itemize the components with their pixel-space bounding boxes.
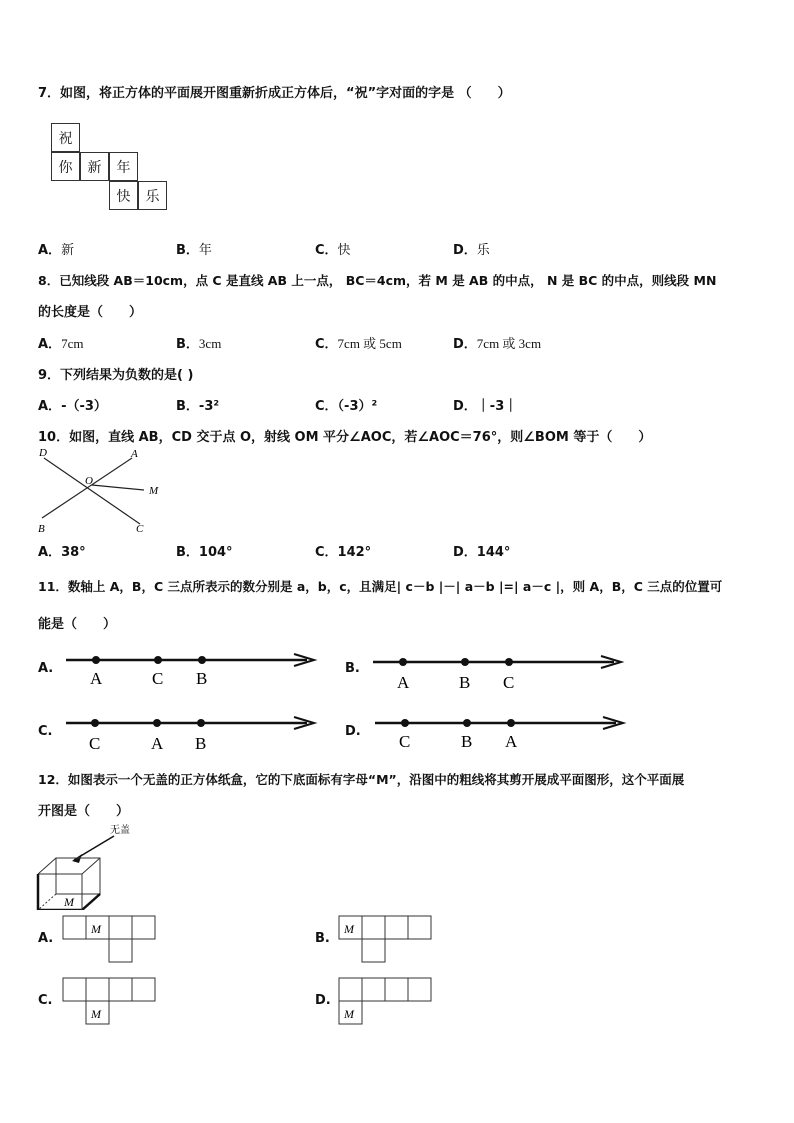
q7-cell-3: 新 xyxy=(80,152,109,181)
q7-cell-6: 乐 xyxy=(138,181,167,210)
q11-number-line-b xyxy=(369,650,629,692)
q11-option-c[interactable]: C. xyxy=(38,724,53,739)
q7-option-b[interactable]: B．年 xyxy=(176,243,212,258)
q9-option-a[interactable]: A．-（-3） xyxy=(38,399,107,414)
q9-option-b[interactable]: B．-3² xyxy=(176,399,220,414)
q11-stem-line2: 能是（ ） xyxy=(38,617,117,632)
q12-option-c[interactable]: C. xyxy=(38,993,53,1008)
q12-net-d xyxy=(338,977,434,1027)
q11-option-a[interactable]: A. xyxy=(38,661,54,676)
q12-open-box-figure xyxy=(34,820,144,910)
point-label: A xyxy=(90,669,103,688)
point-label: A xyxy=(505,732,518,751)
q12-option-a[interactable]: A. xyxy=(38,931,54,946)
point-label: C xyxy=(89,734,101,753)
q10-option-c[interactable]: C．142° xyxy=(315,545,372,560)
q12-net-b xyxy=(338,915,434,965)
q12-net-a xyxy=(62,915,158,965)
face-label-m: M xyxy=(64,895,74,909)
q7-cell-2: 你 xyxy=(51,152,80,181)
q8-stem-line2: 的长度是（ ） xyxy=(38,305,143,320)
face-label-m: M xyxy=(344,1007,354,1021)
q11-option-b[interactable]: B. xyxy=(345,661,360,676)
box-note-label: 无盖 xyxy=(110,825,130,836)
point-label: A xyxy=(397,673,410,692)
q9-option-c[interactable]: C．（-3）² xyxy=(315,399,378,414)
q11-number-line-c xyxy=(62,711,322,753)
q8-option-a[interactable]: A．7cm xyxy=(38,336,84,352)
q7-option-a[interactable]: A．新 xyxy=(38,243,75,258)
ray-om xyxy=(92,485,144,490)
label-b: B xyxy=(38,523,45,535)
point-label: B xyxy=(196,669,208,688)
q10-option-a[interactable]: A．38° xyxy=(38,545,86,560)
q8-stem-line1: 8．已知线段 AB＝10cm，点 C 是直线 AB 上一点， BC＝4cm，若 M 是 AB 的中点， N 是 BC 的中点，则线段 MN xyxy=(38,273,717,288)
point-label: A xyxy=(151,734,164,753)
face-label-m: M xyxy=(344,922,354,936)
label-m: M xyxy=(149,485,159,497)
label-c: C xyxy=(136,523,144,535)
q8-option-c[interactable]: C．7cm 或 5cm xyxy=(315,336,402,352)
face-label-m: M xyxy=(91,922,101,936)
q12-net-c xyxy=(62,977,158,1027)
face-label-m: M xyxy=(91,1007,101,1021)
point-label: C xyxy=(399,732,411,751)
point-label: B xyxy=(459,673,471,692)
q7-stem: 7．如图，将正方体的平面展开图重新折成正方体后，“祝”字对面的字是 （ ） xyxy=(38,86,511,101)
q10-option-b[interactable]: B．104° xyxy=(176,545,233,560)
point-label: C xyxy=(152,669,164,688)
label-d: D xyxy=(39,447,47,459)
q7-cell-1: 祝 xyxy=(51,123,80,152)
label-a: A xyxy=(131,448,138,460)
q9-stem: 9．下列结果为负数的是( ) xyxy=(38,368,194,383)
q12-option-b[interactable]: B. xyxy=(315,931,330,946)
line-dc xyxy=(44,458,140,524)
q9-option-d[interactable]: D．｜-3｜ xyxy=(453,399,518,414)
q12-stem-line1: 12．如图表示一个无盖的正方体纸盒，它的下底面标有字母“M”，沿图中的粗线将其剪开展成平面图形，这个平面展 xyxy=(38,772,685,787)
q11-number-line-d xyxy=(371,711,631,753)
q11-option-d[interactable]: D. xyxy=(345,724,361,739)
q7-option-c[interactable]: C．快 xyxy=(315,243,351,258)
q11-stem-line1: 11．数轴上 A，B，C 三点所表示的数分别是 a，b，c，且满足| c－b |－| a－b |=| a－c |，则 A，B，C 三点的位置可 xyxy=(38,579,723,594)
point-label: B xyxy=(461,732,473,751)
q8-option-b[interactable]: B．3cm xyxy=(176,336,222,352)
point-label: B xyxy=(195,734,207,753)
q8-option-d[interactable]: D．7cm 或 3cm xyxy=(453,336,542,352)
q10-intersecting-lines-figure xyxy=(36,446,176,538)
point-label: C xyxy=(503,673,515,692)
q12-option-d[interactable]: D. xyxy=(315,993,331,1008)
q11-number-line-a xyxy=(62,648,322,690)
label-o: O xyxy=(85,475,93,487)
q7-cell-5: 快 xyxy=(109,181,138,210)
q7-option-d[interactable]: D．乐 xyxy=(453,243,490,258)
q10-option-d[interactable]: D．144° xyxy=(453,545,511,560)
q12-stem-line2: 开图是（ ） xyxy=(38,804,130,819)
q10-stem: 10．如图，直线 AB，CD 交于点 O，射线 OM 平分∠AOC，若∠AOC＝76°，则∠BOM 等于（ ） xyxy=(38,430,652,445)
q7-cell-4: 年 xyxy=(109,152,138,181)
